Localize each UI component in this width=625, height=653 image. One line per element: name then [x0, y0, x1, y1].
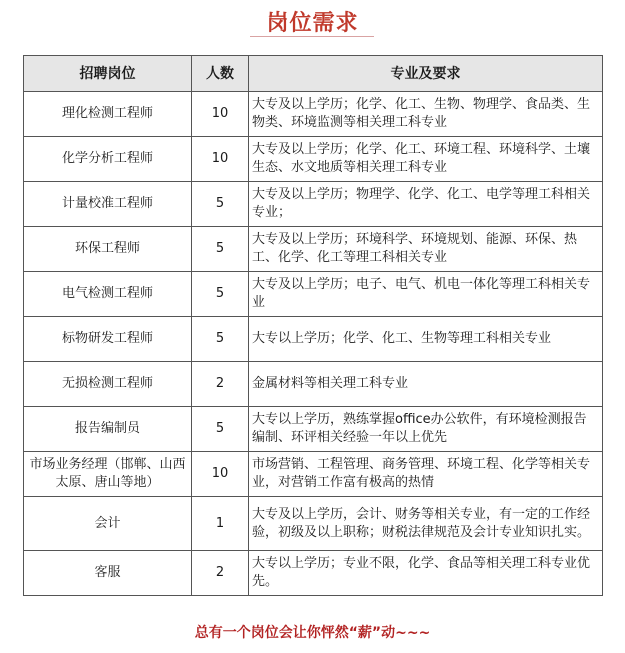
- count-cell: 2: [192, 551, 249, 596]
- position-cell: 化学分析工程师: [24, 137, 192, 182]
- table-row: [24, 182, 603, 227]
- position-cell: 报告编制员: [24, 407, 192, 452]
- table-row: [24, 497, 603, 551]
- count-cell: 2: [192, 362, 249, 407]
- count-cell: 10: [192, 137, 249, 182]
- position-cell: 无损检测工程师: [24, 362, 192, 407]
- table-row: [24, 407, 603, 452]
- header-count: 人数: [192, 56, 249, 92]
- table-row: [24, 227, 603, 272]
- table-row: [24, 452, 603, 497]
- table-row: [24, 362, 603, 407]
- count-cell: 5: [192, 272, 249, 317]
- requirement-cell: 大专及以上学历；化学、化工、生物、物理学、食品类、生物类、环境监测等相关理工科专业: [249, 92, 603, 137]
- requirement-cell: 金属材料等相关理工科专业: [249, 362, 603, 407]
- count-cell: 5: [192, 227, 249, 272]
- requirement-cell: 市场营销、工程管理、商务管理、环境工程、化学等相关专业，对营销工作富有极高的热情: [249, 452, 603, 497]
- position-cell: 客服: [24, 551, 192, 596]
- count-cell: 10: [192, 92, 249, 137]
- title-section: [0, 4, 625, 38]
- table-row: [24, 137, 603, 182]
- position-cell: 标物研发工程师: [24, 317, 192, 362]
- requirement-cell: 大专以上学历；专业不限，化学、食品等相关理工科专业优先。: [249, 551, 603, 596]
- count-cell: 1: [192, 497, 249, 551]
- requirement-cell: 大专及以上学历；物理学、化学、化工、电学等理工科相关专业；: [249, 182, 603, 227]
- position-cell: 市场业务经理（邯郸、山西太原、唐山等地）: [24, 452, 192, 497]
- table-row: [24, 551, 603, 596]
- requirement-cell: 大专及以上学历，会计、财务等相关专业，有一定的工作经验，初级及以上职称；财税法律规范及会计专业知识扎实。: [249, 497, 603, 551]
- count-cell: 10: [192, 452, 249, 497]
- position-cell: 理化检测工程师: [24, 92, 192, 137]
- position-cell: 电气检测工程师: [24, 272, 192, 317]
- table-row: [24, 92, 603, 137]
- table-row: [24, 317, 603, 362]
- footer-slogan: 总有一个岗位会让你怦然“薪”动~~~: [194, 625, 431, 641]
- header-requirement: 专业及要求: [249, 56, 603, 92]
- page-title: 岗位需求: [266, 11, 359, 36]
- requirement-cell: 大专及以上学历；电子、电气、机电一体化等理工科相关专业: [249, 272, 603, 317]
- count-cell: 5: [192, 317, 249, 362]
- header-position: 招聘岗位: [24, 56, 192, 92]
- requirement-cell: 大专及以上学历；化学、化工、环境工程、环境科学、土壤生态、水文地质等相关理工科专业: [249, 137, 603, 182]
- table-row: [24, 272, 603, 317]
- job-table: [23, 55, 603, 596]
- position-cell: 环保工程师: [24, 227, 192, 272]
- position-cell: 计量校准工程师: [24, 182, 192, 227]
- requirement-cell: 大专以上学历；化学、化工、生物等理工科相关专业: [249, 317, 603, 362]
- position-cell: 会计: [24, 497, 192, 551]
- table-header-row: [24, 56, 603, 92]
- count-cell: 5: [192, 182, 249, 227]
- title-underline: [250, 36, 374, 37]
- count-cell: 5: [192, 407, 249, 452]
- requirement-cell: 大专以上学历，熟练掌握office办公软件，有环境检测报告编制、环评相关经验一年以上优先: [249, 407, 603, 452]
- requirement-cell: 大专及以上学历；环境科学、环境规划、能源、环保、热工、化学、化工等理工科相关专业: [249, 227, 603, 272]
